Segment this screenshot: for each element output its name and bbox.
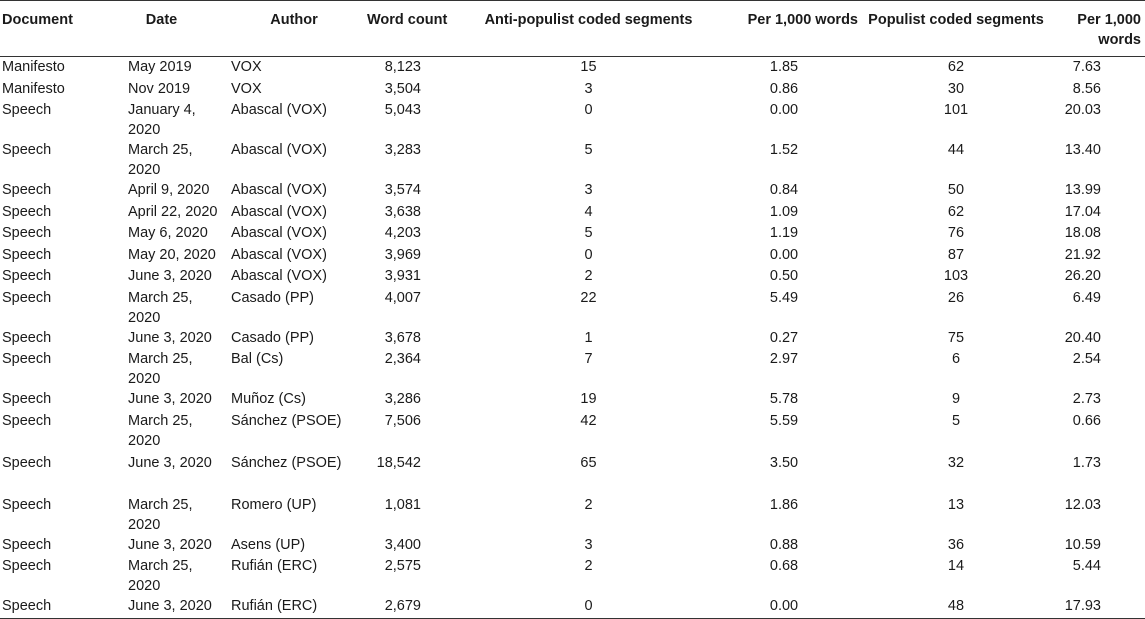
cell-populist-segments: 32	[947, 454, 965, 471]
cell-author: Casado (PP)	[231, 329, 315, 346]
cell-word-count: 7,506	[384, 412, 421, 429]
cell-author: Asens (UP)	[231, 536, 306, 553]
cell-anti-populist-segments: 7	[584, 351, 593, 367]
cell-populist-per-1000: 13.99	[1064, 182, 1101, 198]
table-row	[0, 223, 1145, 245]
table-row	[0, 57, 1145, 79]
table-row	[0, 453, 1145, 495]
cell-anti-per-1000: 1.09	[769, 203, 799, 220]
cell-word-count: 18,542	[376, 454, 421, 471]
table-row	[0, 495, 1145, 535]
cell-anti-per-1000: 5.49	[769, 289, 799, 306]
cell-document: Speech	[0, 596, 98, 618]
cell-document: Manifesto	[2, 80, 65, 97]
cell-anti-populist-segments: 0	[584, 102, 593, 118]
cell-populist-segments: 50	[947, 182, 965, 198]
cell-anti-per-1000: 1.85	[769, 59, 799, 75]
cell-word-count: 5,043	[384, 102, 421, 118]
cell-populist-segments: 26	[947, 289, 965, 306]
cell-word-count: 3,400	[384, 536, 421, 553]
cell-populist-per-1000: 26.20	[1064, 268, 1101, 284]
cell-document: Speech	[2, 142, 52, 158]
cell-populist-segments: 5	[951, 412, 961, 429]
cell-populist-per-1000: 2.73	[1072, 391, 1101, 407]
cell-date: June 3, 2020	[128, 454, 212, 471]
cell-word-count: 3,969	[384, 246, 421, 263]
cell-anti-per-1000: 0.00	[769, 246, 799, 263]
cell-populist-segments: 87	[947, 246, 965, 263]
cell-date: March 25, 2020	[128, 558, 193, 594]
table-header	[0, 1, 1145, 57]
cell-populist-per-1000: 17.04	[1064, 203, 1101, 220]
header-date: Date	[98, 1, 225, 57]
cell-anti-per-1000: 1.86	[769, 496, 799, 513]
cell-populist-segments: 44	[947, 142, 965, 158]
cell-anti-per-1000: 0.88	[769, 536, 799, 553]
cell-populist-per-1000: 20.03	[1064, 102, 1101, 118]
cell-document: Speech	[2, 289, 52, 306]
cell-document: Speech	[2, 351, 52, 367]
cell-anti-populist-segments: 0	[584, 246, 593, 263]
cell-author: Romero (UP)	[231, 496, 317, 513]
header-populist-per-1000: Per 1,000 words	[1050, 1, 1145, 57]
cell-date: June 3, 2020	[128, 268, 212, 284]
cell-word-count: 3,504	[384, 80, 421, 97]
cell-word-count: 1,081	[384, 496, 421, 513]
cell-anti-per-1000: 1.19	[769, 225, 799, 241]
cell-date: June 3, 2020	[128, 536, 212, 553]
cell-anti-populist-segments: 22	[580, 289, 597, 306]
cell-author: Abascal (VOX)	[231, 102, 327, 118]
cell-date: March 25, 2020	[128, 289, 193, 326]
cell-document: Speech	[2, 225, 52, 241]
cell-populist-per-1000: 20.40	[1064, 329, 1101, 346]
cell-populist-per-1000: 18.08	[1064, 225, 1101, 241]
cell-author: Casado (PP)	[231, 289, 315, 306]
cell-word-count: 3,574	[384, 182, 421, 198]
cell-populist-segments: 14	[947, 558, 965, 574]
header-document: Document	[0, 1, 98, 57]
cell-anti-populist-segments: 2	[584, 558, 593, 574]
cell-populist-per-1000: 10.59	[1064, 536, 1101, 553]
cell-date: March 25, 2020	[128, 412, 193, 449]
cell-anti-populist-segments: 65	[580, 454, 597, 471]
cell-date: March 25, 2020	[128, 351, 193, 387]
header-anti-per-1000: Per 1,000 words	[706, 1, 862, 57]
cell-anti-populist-segments: 3	[584, 182, 593, 198]
cell-document: Speech	[2, 246, 52, 263]
cell-anti-populist-segments: 2	[584, 496, 593, 513]
cell-anti-per-1000: 0.68	[769, 558, 799, 574]
header-author: Author	[225, 1, 363, 57]
cell-populist-per-1000: 5.44	[1072, 558, 1101, 574]
cell-word-count: 8,123	[384, 59, 421, 75]
cell-document: Speech	[2, 412, 52, 429]
cell-word-count: 3,283	[384, 142, 421, 158]
cell-date: June 3, 2020	[128, 329, 212, 346]
cell-populist-segments: 103	[943, 268, 969, 284]
cell-populist-segments: 75	[947, 329, 965, 346]
cell-document: Speech	[2, 182, 52, 198]
cell-document: Speech	[2, 536, 52, 553]
cell-anti-per-1000: 0.00	[769, 102, 799, 118]
cell-anti-populist-segments: 2	[584, 268, 593, 284]
cell-populist-per-1000: 1.73	[1072, 454, 1101, 471]
cell-populist-per-1000: 6.49	[1072, 289, 1101, 306]
cell-populist-segments: 13	[947, 496, 965, 513]
table-body	[0, 57, 1145, 619]
header-anti-populist-segments: Anti-populist coded segments	[471, 1, 706, 57]
cell-anti-populist-segments: 42	[580, 412, 597, 429]
cell-populist-per-1000: 12.03	[1064, 496, 1101, 513]
cell-date: May 20, 2020	[128, 246, 216, 263]
cell-populist-segments: 36	[947, 536, 965, 553]
table-row	[0, 79, 1145, 101]
cell-document: Speech	[2, 496, 52, 513]
cell-anti-per-1000: 3.50	[769, 454, 799, 471]
cell-populist-per-1000: 17.93	[1050, 596, 1145, 618]
cell-populist-per-1000: 13.40	[1064, 142, 1101, 158]
cell-anti-per-1000: 5.78	[769, 391, 799, 407]
table-row	[0, 180, 1145, 202]
cell-word-count: 3,931	[384, 268, 421, 284]
cell-populist-segments: 6	[951, 351, 961, 367]
cell-author: Sánchez (PSOE)	[231, 412, 342, 429]
cell-anti-populist-segments: 19	[580, 391, 597, 407]
table-row	[0, 328, 1145, 350]
header-row	[0, 1, 1145, 57]
cell-populist-segments: 30	[947, 80, 965, 97]
cell-author: Muñoz (Cs)	[231, 391, 306, 407]
cell-word-count: 3,678	[384, 329, 421, 346]
cell-author: Abascal (VOX)	[231, 246, 327, 263]
table-row	[0, 389, 1145, 411]
cell-word-count: 3,638	[384, 203, 421, 220]
table-row	[0, 140, 1145, 180]
cell-anti-per-1000: 1.52	[769, 142, 799, 158]
table-row	[0, 535, 1145, 557]
cell-author: Bal (Cs)	[231, 351, 284, 367]
table-row	[0, 288, 1145, 328]
cell-author: Abascal (VOX)	[231, 182, 327, 198]
cell-anti-populist-segments: 3	[584, 80, 593, 97]
cell-document: Manifesto	[2, 59, 65, 75]
cell-anti-per-1000: 0.86	[769, 80, 799, 97]
cell-date: March 25, 2020	[128, 142, 193, 178]
cell-author: Rufián (ERC)	[225, 596, 363, 618]
cell-date: April 9, 2020	[128, 182, 210, 198]
table-row	[0, 411, 1145, 453]
cell-anti-per-1000: 2.97	[769, 351, 799, 367]
table-row	[0, 245, 1145, 267]
cell-document: Speech	[2, 203, 52, 220]
cell-author: VOX	[231, 59, 262, 75]
cell-word-count: 3,286	[384, 391, 421, 407]
cell-anti-per-1000: 0.84	[769, 182, 799, 198]
header-populist-segments: Populist coded segments	[862, 1, 1050, 57]
table-row	[0, 596, 1145, 618]
cell-populist-segments: 9	[951, 391, 961, 407]
cell-populist-segments: 62	[947, 203, 965, 220]
cell-anti-populist-segments: 3	[584, 536, 593, 553]
cell-populist-segments: 48	[862, 596, 1050, 618]
cell-date: January 4, 2020	[128, 102, 196, 138]
cell-author: Sánchez (PSOE)	[231, 454, 342, 471]
cell-document: Speech	[2, 454, 52, 471]
cell-anti-populist-segments: 4	[584, 203, 593, 220]
cell-populist-per-1000: 2.54	[1072, 351, 1101, 367]
cell-author: VOX	[231, 80, 262, 97]
cell-anti-per-1000: 5.59	[769, 412, 799, 429]
cell-word-count: 2,679	[363, 596, 471, 618]
cell-word-count: 2,364	[384, 351, 421, 367]
cell-word-count: 4,007	[384, 289, 421, 306]
cell-populist-segments: 62	[947, 59, 965, 75]
cell-date: May 2019	[128, 59, 192, 75]
cell-document: Speech	[2, 391, 52, 407]
cell-anti-per-1000: 0.00	[706, 596, 862, 618]
cell-anti-populist-segments: 0	[471, 596, 706, 618]
cell-document: Speech	[2, 268, 52, 284]
table-row	[0, 349, 1145, 389]
cell-date: May 6, 2020	[128, 225, 208, 241]
cell-word-count: 2,575	[384, 558, 421, 574]
cell-populist-segments: 76	[947, 225, 965, 241]
cell-date: June 3, 2020	[98, 596, 225, 618]
table-row	[0, 556, 1145, 596]
cell-document: Speech	[2, 558, 52, 574]
cell-anti-per-1000: 0.50	[769, 268, 799, 284]
cell-document: Speech	[2, 102, 52, 118]
table-row	[0, 266, 1145, 288]
cell-author: Rufián (ERC)	[231, 558, 318, 574]
table-row	[0, 100, 1145, 140]
header-word-count: Word count	[363, 1, 471, 57]
cell-anti-populist-segments: 15	[580, 59, 597, 75]
cell-date: March 25, 2020	[128, 496, 193, 533]
cell-anti-populist-segments: 5	[584, 225, 593, 241]
cell-document: Speech	[2, 329, 52, 346]
cell-date: June 3, 2020	[128, 391, 212, 407]
cell-populist-segments: 101	[943, 102, 969, 118]
cell-populist-per-1000: 7.63	[1072, 59, 1101, 75]
cell-word-count: 4,203	[384, 225, 421, 241]
cell-anti-per-1000: 0.27	[769, 329, 799, 346]
cell-anti-populist-segments: 1	[584, 329, 593, 346]
cell-author: Abascal (VOX)	[231, 142, 327, 158]
cell-populist-per-1000: 0.66	[1072, 412, 1101, 429]
cell-populist-per-1000: 21.92	[1064, 246, 1101, 263]
cell-author: Abascal (VOX)	[231, 203, 327, 220]
cell-author: Abascal (VOX)	[231, 225, 327, 241]
cell-date: April 22, 2020	[128, 203, 218, 220]
cell-anti-populist-segments: 5	[584, 142, 593, 158]
cell-populist-per-1000: 8.56	[1072, 80, 1101, 97]
cell-author: Abascal (VOX)	[231, 268, 327, 284]
table-row	[0, 202, 1145, 224]
cell-date: Nov 2019	[128, 80, 191, 97]
